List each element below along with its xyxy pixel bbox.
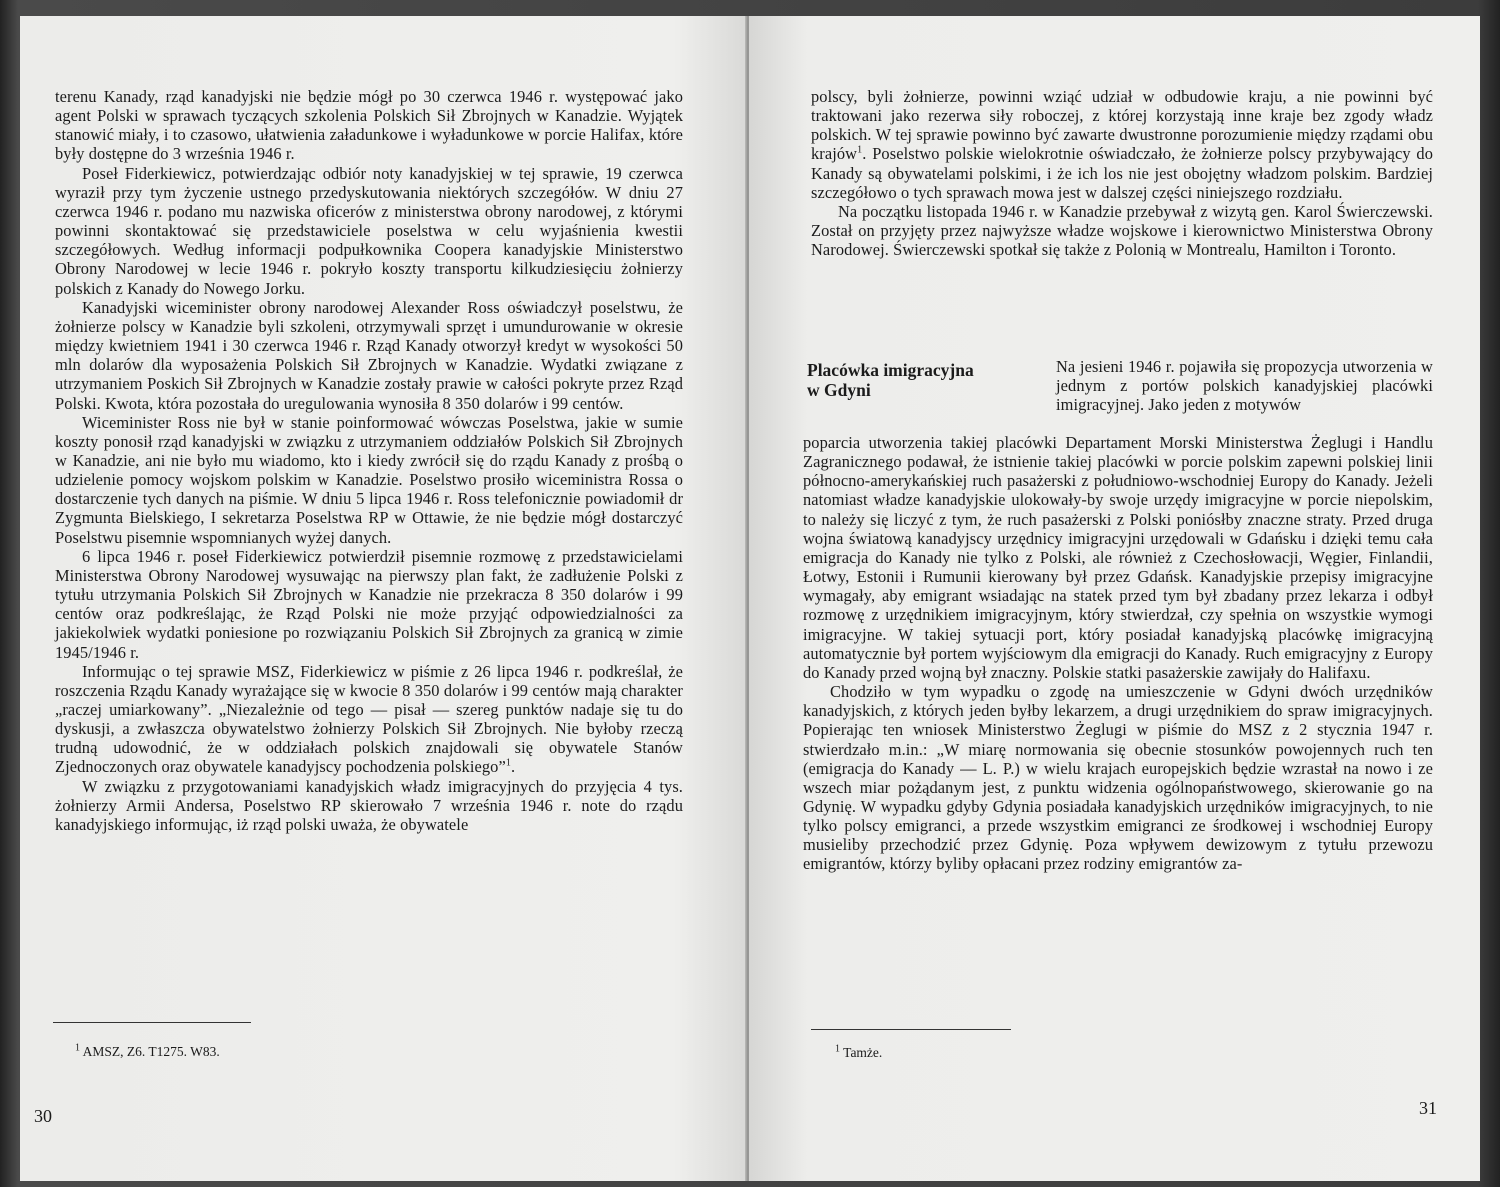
paragraph: Na jesieni 1946 r. pojawiła się propozycja utworzenia w jednym z portów polskich kanadyjskiej placówki imigracyjnej. Jako jeden z motywów <box>1056 357 1433 415</box>
footnote-divider <box>811 1029 1011 1030</box>
section-body <box>803 433 1433 874</box>
section-heading-line: Placówka imigracyjna <box>807 360 974 380</box>
left-page <box>20 16 747 1181</box>
section-heading-line: w Gdyni <box>807 380 871 400</box>
footnote-reference: 1 <box>857 145 863 156</box>
footnote-mark: 1 <box>835 1043 840 1055</box>
footnote-text: AMSZ, Z6. T1275. W83. <box>82 1044 220 1059</box>
section-heading <box>807 360 1037 400</box>
left-page-body <box>55 87 683 834</box>
footnote-reference: 1 <box>505 758 511 769</box>
page-number: 31 <box>1419 1098 1437 1118</box>
right-page <box>749 16 1480 1181</box>
footnote-divider <box>53 1022 251 1023</box>
paragraph-text: Informując o tej sprawie MSZ, Fiderkiewicz w piśmie z 26 lipca 1946 r. podkreślał, że roszczenia Rządu Kanady wyrażające się w kwocie 8 350 dolarów i 99 centów mają charakter „raczej umiarkowany”. „Niezależnie od tego — pisał — szereg punktów nadaje się tu do dyskusji, a zwłaszcza obywatelstwo żołnierzy Polskich Sił Zbrojnych. Nie byłoby rzeczą trudną udowodnić, że w oddziałach polskich znajdowali się obywatele Stanów Zjednoczonych oraz obywatele kanadyjscy pochodzenia polskiego” <box>55 661 683 777</box>
paragraph-text: . Poselstwo polskie wielokrotnie oświadczało, że żołnierze polscy przybywający do Kanady są obywatelami polskimi, i że ich los nie jest obojętny władzom polskim. Bardziej szczegółowo o tych sprawach mowa jest w dalszej części niniejszego rozdziału. <box>811 144 1433 202</box>
paragraph: 6 lipca 1946 r. poseł Fiderkiewicz potwierdził pisemnie rozmowę z przedstawicielami Ministerstwa Obrony Narodowej wysuwając na pierwszy plan fakt, że zadłużenie Polski z tytułu utrzymania Polskich Sił Zbrojnych w Kanadzie nie przekracza 8 350 dolarów i 99 centów oraz podkreślając, że Rząd Polski nie może przyjąć odpowiedzialności za jakiekolwiek wydatki poniesione po rozwiązaniu Polskich Sił Zbrojnych za granicą w zimie 1945/1946 r. <box>55 546 683 662</box>
paragraph-with-footnote: Informując o tej sprawie MSZ, Fiderkiewicz w piśmie z 26 lipca 1946 r. podkreślał, że roszczenia Rządu Kanady wyrażające się w kwocie 8 350 dolarów i 99 centów mają charakter „raczej umiarkowany”. „Niezależnie od tego — pisał — szereg punktów nadaje się tu do dyskusji, a zwłaszcza obywatelstwo żołnierzy Polskich Sił Zbrojnych. Nie byłoby rzeczą trudną udowodnić, że w oddziałach polskich znajdowali się obywatele Stanów Zjednoczonych oraz obywatele kanadyjscy pochodzenia polskiego”$^1$. <box>55 661 683 777</box>
paragraph-with-footnote <box>811 87 1433 202</box>
footnote-text: Tamże. <box>843 1045 883 1060</box>
paragraph-text: polscy, byli żołnierze, powinni wziąć udział w odbudowie kraju, a nie powinni być traktowani jako rezerwa siły roboczej, z której korzystają inne kraje bez zgody władz polskich. W tej sprawie powinno być zawarte dwustronne porozumienie między rządami obu krajów <box>811 87 1433 164</box>
footnote <box>835 1045 882 1061</box>
paragraph: Poseł Fiderkiewicz, potwierdzając odbiór noty kanadyjskiej w tej sprawie, 19 czerwca wyraził przy tym życzenie ustnego przedyskutowania niektórych szczegółów. W dniu 27 czerwca 1946 r. podano mu nazwiska oficerów z ministerstwa obrony narodowej, z którymi powinni skontaktować się przedstawiciele poselstwa w celu wyjaśnienia kwestii szczegółowych. Według informacji podpułkownika Coopera kanadyjskie Ministerstwo Obrony Narodowej w lecie 1946 r. pokryło koszty transportu kilkudziesięciu żołnierzy polskich z Kanady do Nowego Jorku. <box>55 163 683 298</box>
paragraph: Na początku listopada 1946 r. w Kanadzie przebywał z wizytą gen. Karol Świerczewski. Został on przyjęty przez najwyższe władze wojskowe i kierownictwo Ministerstwa Obrony Narodowej. Świerczewski spotkał się także z Polonią w Montrealu, Hamilton i Toronto. <box>811 201 1433 260</box>
paragraph: Kanadyjski wiceminister obrony narodowej Alexander Ross oświadczył poselstwu, że żołnierze polscy w Kanadzie byli szkoleni, otrzymywali sprzęt i umundurowanie w okresie między kwietniem 1941 i 30 czerwca 1946 r. Rząd Kanady otworzył kredyt w wysokości 50 mln dolarów dla wyposażenia Polskich Sił Zbrojnych w Kanadzie. Wydatki związane z utrzymaniem Poskich Sił Zbrojnych w Kanadzie zostały prawie w całości pokryte przez Rząd Polski. Kwota, która pozostała do uregulowania wynosiła 8 350 dolarów i 99 centów. <box>55 297 683 413</box>
page-number: 30 <box>34 1106 52 1126</box>
paragraph: W związku z przygotowaniami kanadyjskich władz imigracyjnych do przyjęcia 4 tys. żołnierzy Armii Andersa, Poselstwo RP skierowało 7 września 1946 r. note do rządu kanadyjskiego informując, iż rząd polski uważa, że obywatele <box>55 776 683 834</box>
section-opening <box>1056 357 1433 414</box>
right-page-body <box>811 87 1433 259</box>
paragraph: Chodziło w tym wypadku o zgodę na umieszczenie w Gdyni dwóch urzędników kanadyjskich, z których jeden byłby lekarzem, a drugi urzędnikiem do spraw imigracyjnych. Popierając ten wniosek Ministerstwo Żeglugi w piśmie do MSZ z 2 stycznia 1947 r. stwierdzało m.in.: „W miarę normowania się obecnie stosunków powojennych ruch ten (emigracja do Kanady — L. P.) w wielu krajach europejskich będzie wzrastał na nowo i ze wszech miar pożądanym jest, z punktu widzenia ogólnopaństwowego, skierowanie go na Gdynię. W wypadku gdyby Gdynia posiadała kanadyjskich urzędników imigracyjnych, to nie tylko polscy emigranci, a przede wszystkim emigranci ze środkowej i wschodniej Europy musieliby przechodzić przez Gdynię. Poza wpływem dewizowym z tytułu przewozu emigrantów, którzy byliby opłacani przez rodziny emigrantów za- <box>803 682 1433 874</box>
paragraph: poparcia utworzenia takiej placówki Departament Morski Ministerstwa Żeglugi i Handlu Zagranicznego podawał, że istnienie takiej placówki w porcie polskim zapewni polskiej linii północno-amerykańskiej ruch pasażerski z południowo-wschodniej Europy do Kanady. Jeżeli natomiast władze kanadyjskie ulokowały-by swoje urzędy imigracyjne w porcie niepolskim, to należy się liczyć z tym, że ruch pasażerski z Polski poniósłby znaczne straty. Przed druga wojna światową kanadyjscy urzędnicy imigracyjni urzędowali w Gdańsku i dzięki temu cała emigracja do Kanady nie tylko z Polski, ale również z Czechosłowacji, Węgier, Finlandii, Łotwy, Estonii i Rumunii kierowany był przez Gdańsk. Kanadyjskie przepisy imigracyjne wymagały, aby emigrant wsiadając na statek przed tym był zbadany przez lekarza i odbył rozmowę z urzędnikiem imigracyjnym, który stwierdzał, czy spełnia on wszystkie wymogi imigracyjne. W takiej sytuacji port, który posiadał kanadyjską placówkę imigracyjną automatycznie był portem wyjściowym dla emigracji do Kanady. Ruch emigracyjny z Europy do Kanady przed wojną był znaczny. Polskie statki pasażerskie zawijały do Halifaxu. <box>803 433 1433 682</box>
paragraph: terenu Kanady, rząd kanadyjski nie będzie mógł po 30 czerwca 1946 r. występować jako agent Polski w sprawach tyczących szkolenia Polskich Sił Zbrojnych w Kanadzie. Wyjątek stanowić miały, i to czasowo, ułatwienia załadunkowe i wyładunkowe w porcie Halifax, które były dostępne do 3 września 1946 r. <box>55 87 683 164</box>
footnote-mark: 1 <box>75 1042 80 1054</box>
paragraph: Wiceminister Ross nie był w stanie poinformować wówczas Poselstwa, jakie w sumie koszty ponosił rząd kanadyjski w związku z utrzymaniem oddziałów Polskich Sił Zbrojnych w Kanadzie, ani nie było mu wiadomo, kto i kiedy zwrócił się do rządu Kanady z prośbą o udzielenie pomocy wojskom polskim w Kanadzie. Poselstwo prosiło wiceministra Rossa o dostarczenie tych danych na piśmie. W dniu 5 lipca 1946 r. Ross telefonicznie powiadomił dr Zygmunta Bielskiego, I sekretarza Poselstwa RP w Ottawie, że nie będzie mógł dostarczyć Poselstwu pisemnie wspomnianych wyżej danych. <box>55 412 683 547</box>
footnote <box>75 1044 220 1060</box>
